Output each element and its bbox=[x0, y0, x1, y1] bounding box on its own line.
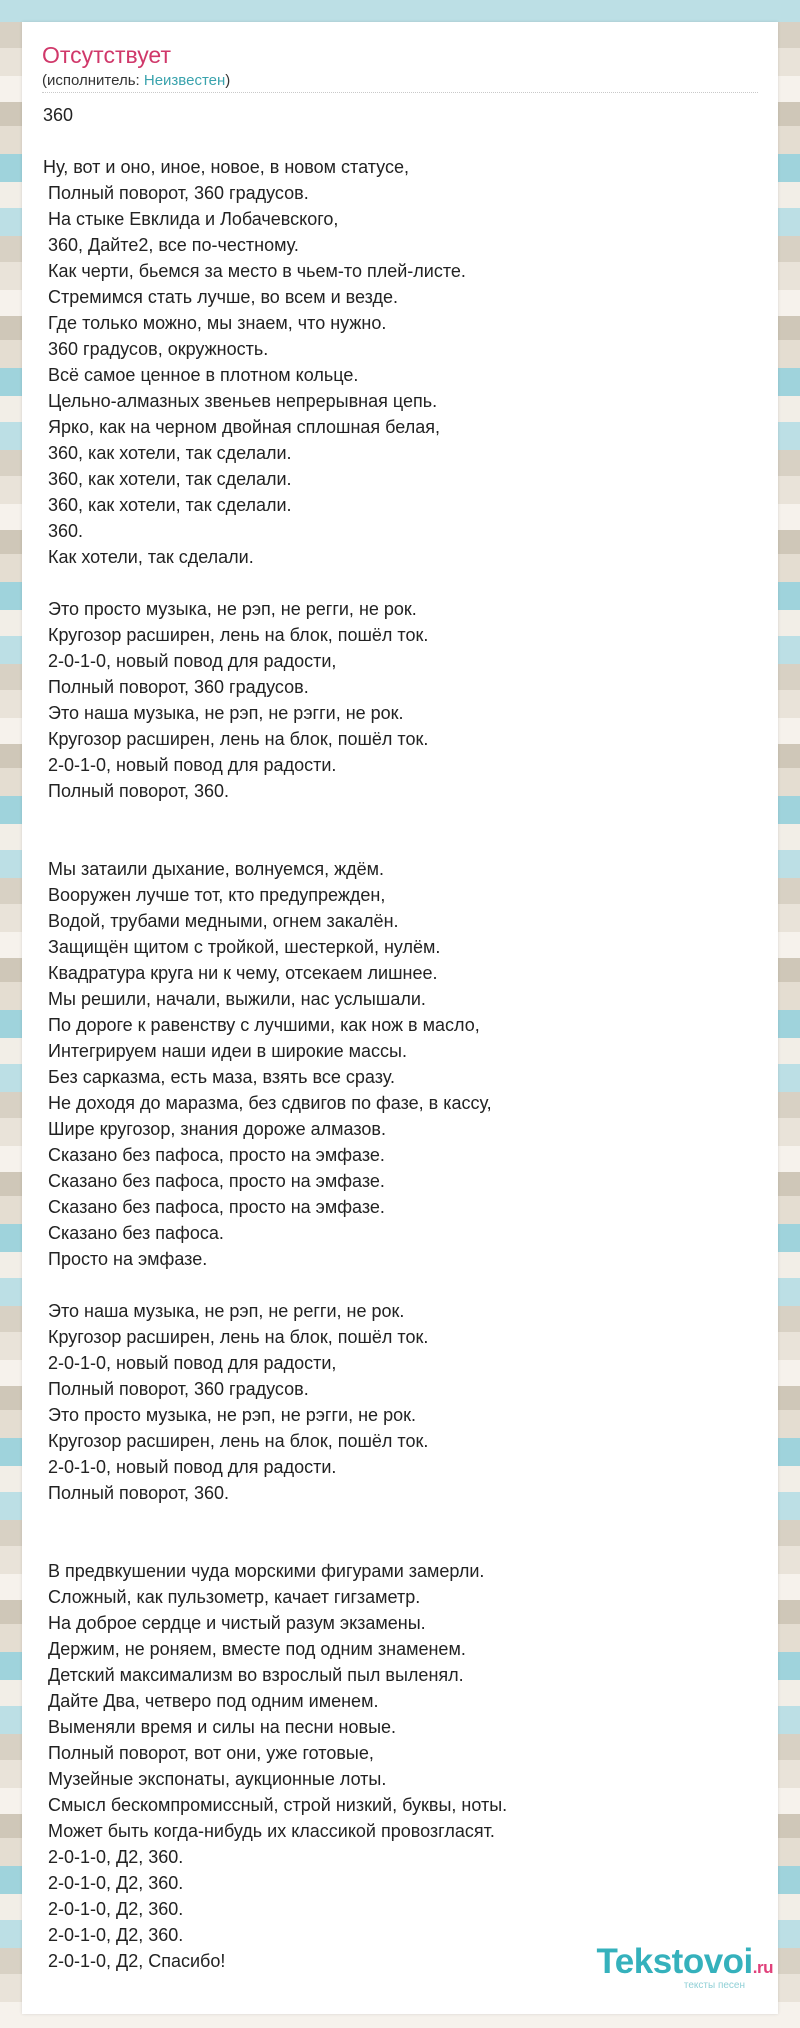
logo-tld: .ru bbox=[752, 1958, 773, 1977]
logo-name: Tekstovoi bbox=[596, 1942, 753, 1981]
lyrics-card bbox=[22, 22, 778, 2014]
artist-prefix: (исполнитель: bbox=[42, 72, 144, 89]
title-divider bbox=[42, 92, 758, 93]
site-logo[interactable] bbox=[596, 1944, 773, 1991]
artist-suffix: ) bbox=[225, 72, 231, 89]
song-title: Отсутствует bbox=[42, 42, 171, 68]
logo-tagline: тексты песен bbox=[683, 1980, 745, 1991]
artist-line bbox=[42, 72, 230, 89]
lyrics-text: 360 Ну, вот и оно, иное, новое, в новом статусе, Полный поворот, 360 градусов. На стыке Евклида и Лобачевского, 360, Дайте2, все по-честному. Как черти, бьемся за место в чьем-то плей-листе. Стремимся стать лучше, во всем и везде. Где только можно, мы знаем, что нужно. 360 градусов, окружность. Всё самое ценное в плотном кольце. Цельно-алмазных звеньев непрерывная цепь. Ярко, как на черном двойная сплошная белая, 360, как хотели, так сделали. 360, как хотели, так сделали. 360, как хотели, так сделали. 360. Как хотели, так сделали. Это просто музыка, не рэп, не регги, не рок. Кругозор расширен, лень на блок, пошёл ток. 2-0-1-0, новый повод для радости, Полный поворот, 360 градусов. Это наша музыка, не рэп, не рэгги, не рок. Кругозор расширен, лень на блок, пошёл ток. 2-0-1-0, новый повод для радости. Полный поворот, 360. Мы затаили дыхание, волнуемся, ждём. Вооружен лучше тот, кто предупрежден, Водой, трубами медными, огнем закалён. Защищён щитом с тройкой, шестеркой, нулём. Квадратура круга ни к чему, отсекаем лишнее. Мы решили, начали, выжили, нас услышали. По дороге к равенству с лучшими, как нож в масло, Интегрируем наши идеи в широкие массы. Без сарказма, есть маза, взять все сразу. Не доходя до маразма, без сдвигов по фазе, в кассу, Шире кругозор, знания дороже алмазов. Сказано без пафоса, просто на эмфазе. Сказано без пафоса, просто на эмфазе. Сказано без пафоса, просто на эмфазе. Сказано без пафоса. Просто на эмфазе. Это наша музыка, не рэп, не регги, не рок. Кругозор расширен, лень на блок, пошёл ток. 2-0-1-0, новый повод для радости, Полный поворот, 360 градусов. Это просто музыка, не рэп, не рэгги, не рок. Кругозор расширен, лень на блок, пошёл ток. 2-0-1-0, новый повод для радости. Полный поворот, 360. В предвкушении чуда морскими фигурами замерли. Сложный, как пульзометр, качает гигзаметр. На доброе сердце и чистый разум экзамены. Держим, не роняем, вместе под одним знаменем. Детский максимализм во взрослый пыл выленял. Дайте Два, четверо под одним именем. Выменяли время и силы на песни новые. Полный поворот, вот они, уже готовые, Музейные экспонаты, аукционные лоты. Смысл бескомпромиссный, строй низкий, буквы, ноты. Может быть когда-нибудь их классикой провозгласят. 2-0-1-0, Д2, 360. 2-0-1-0, Д2, 360. 2-0-1-0, Д2, 360. 2-0-1-0, Д2, 360. 2-0-1-0, Д2, Спасибо! bbox=[43, 105, 508, 1971]
artist-link[interactable]: Неизвестен bbox=[143, 72, 226, 89]
